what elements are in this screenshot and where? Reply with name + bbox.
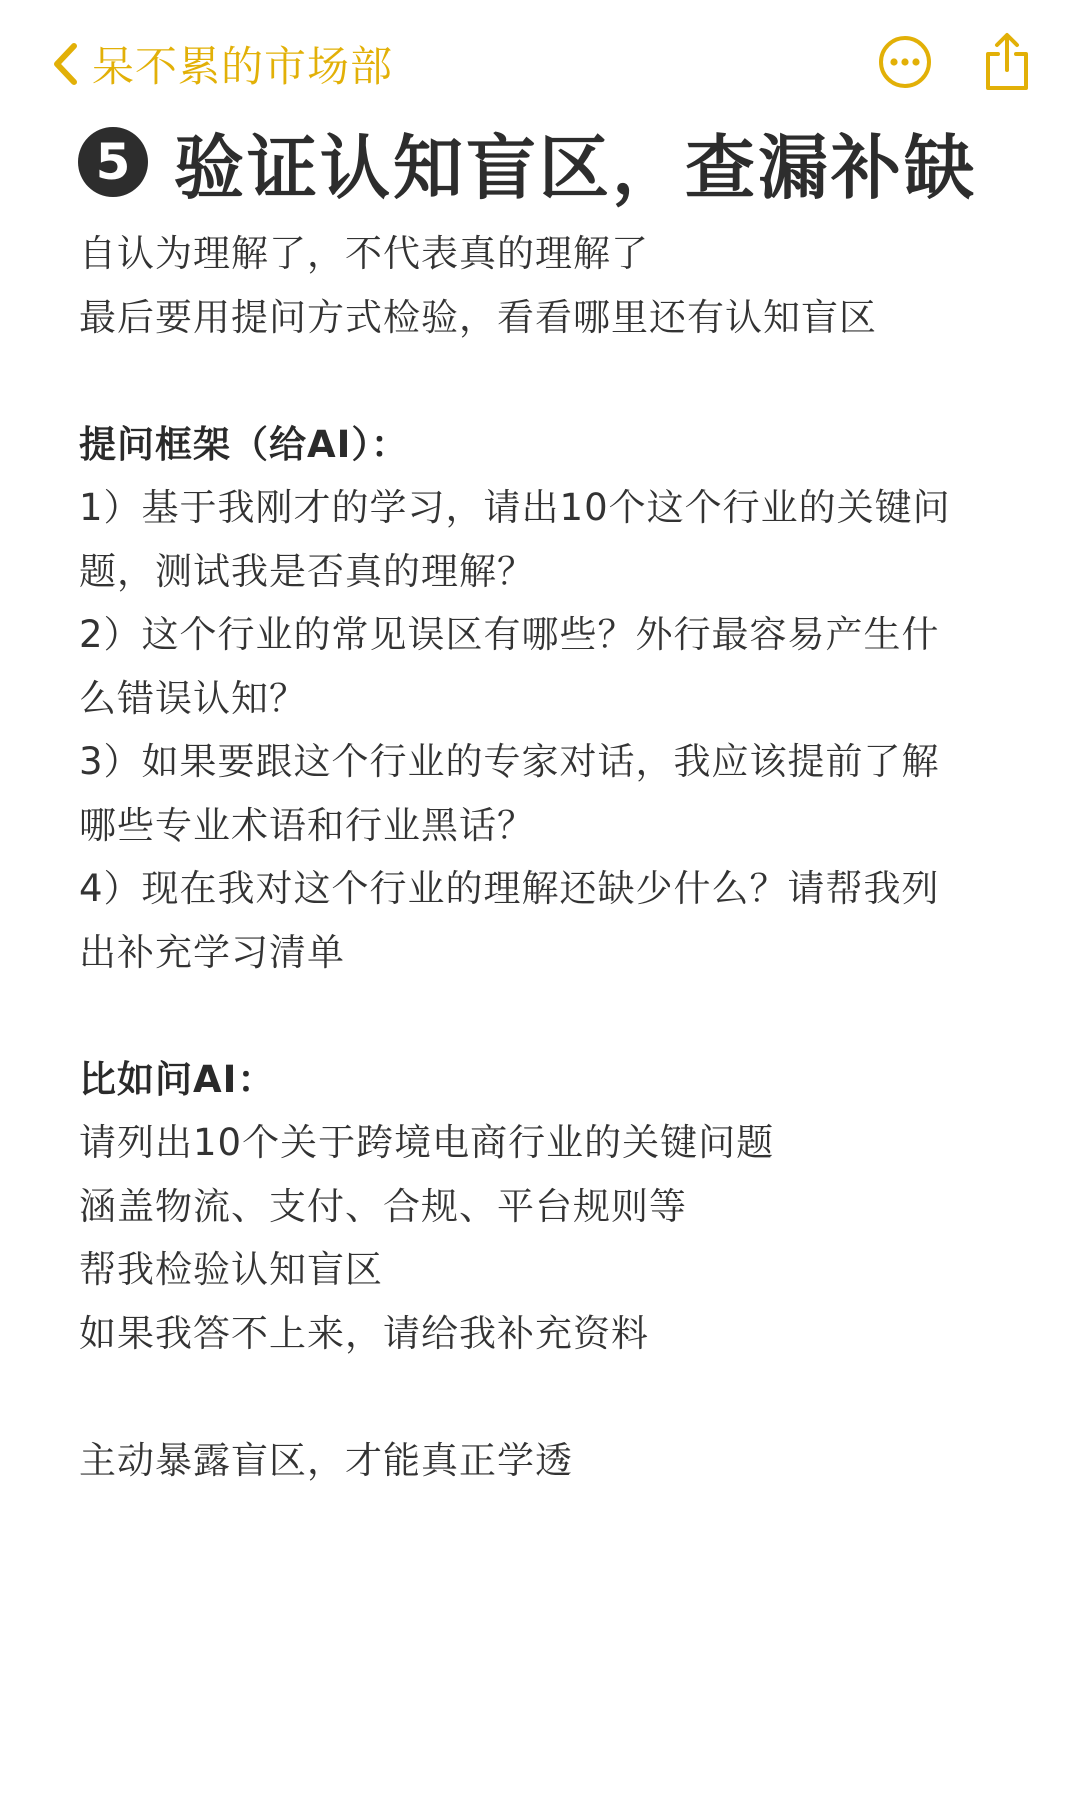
back-label: 呆不累的市场部 — [92, 42, 394, 91]
framework-line: 题，测试我是否真的理解？ — [79, 549, 535, 593]
intro-line: 最后要用提问方式检验，看看哪里还有认知盲区 — [79, 295, 877, 339]
title-text: 验证认知盲区，查漏补缺 — [174, 126, 977, 209]
example-line: 请列出10个关于跨境电商行业的关键问题 — [79, 1121, 775, 1164]
blank-line — [79, 984, 1009, 1048]
framework-line: 4）现在我对这个行业的理解还缺少什么？请帮我列 — [79, 867, 940, 910]
example-line: 如果我答不上来，请给我补充资料 — [79, 1311, 649, 1355]
closing-line: 主动暴露盲区，才能真正学透 — [79, 1438, 573, 1482]
framework-line: 出补充学习清单 — [79, 930, 345, 974]
share-button[interactable] — [980, 30, 1034, 94]
intro-line: 自认为理解了，不代表真的理解了 — [79, 232, 649, 275]
blank-line — [79, 1365, 1009, 1429]
framework-line: 2）这个行业的常见误区有哪些？外行最容易产生什 — [79, 613, 940, 656]
framework-heading: 提问框架（给AI）： — [79, 422, 409, 466]
note-body — [79, 222, 1009, 1492]
navigation-bar — [0, 0, 1080, 130]
more-options-button[interactable] — [877, 34, 933, 90]
blank-line — [79, 349, 1009, 413]
share-icon — [980, 30, 1034, 94]
chevron-left-icon — [52, 42, 78, 86]
step-number-badge: 5 — [78, 127, 148, 197]
framework-line: 么错误认知？ — [79, 676, 307, 720]
back-button[interactable] — [52, 34, 393, 94]
framework-line: 3）如果要跟这个行业的专家对话，我应该提前了解 — [79, 740, 940, 783]
framework-line: 1）基于我刚才的学习，请出10个这个行业的关键问 — [79, 486, 951, 529]
framework-line: 哪些专业术语和行业黑话？ — [79, 803, 535, 847]
example-heading: 比如问AI： — [79, 1057, 276, 1101]
note-title — [78, 112, 977, 212]
example-line: 帮我检验认知盲区 — [79, 1248, 383, 1291]
more-options-icon — [877, 34, 933, 90]
example-line: 涵盖物流、支付、合规、平台规则等 — [79, 1184, 687, 1228]
